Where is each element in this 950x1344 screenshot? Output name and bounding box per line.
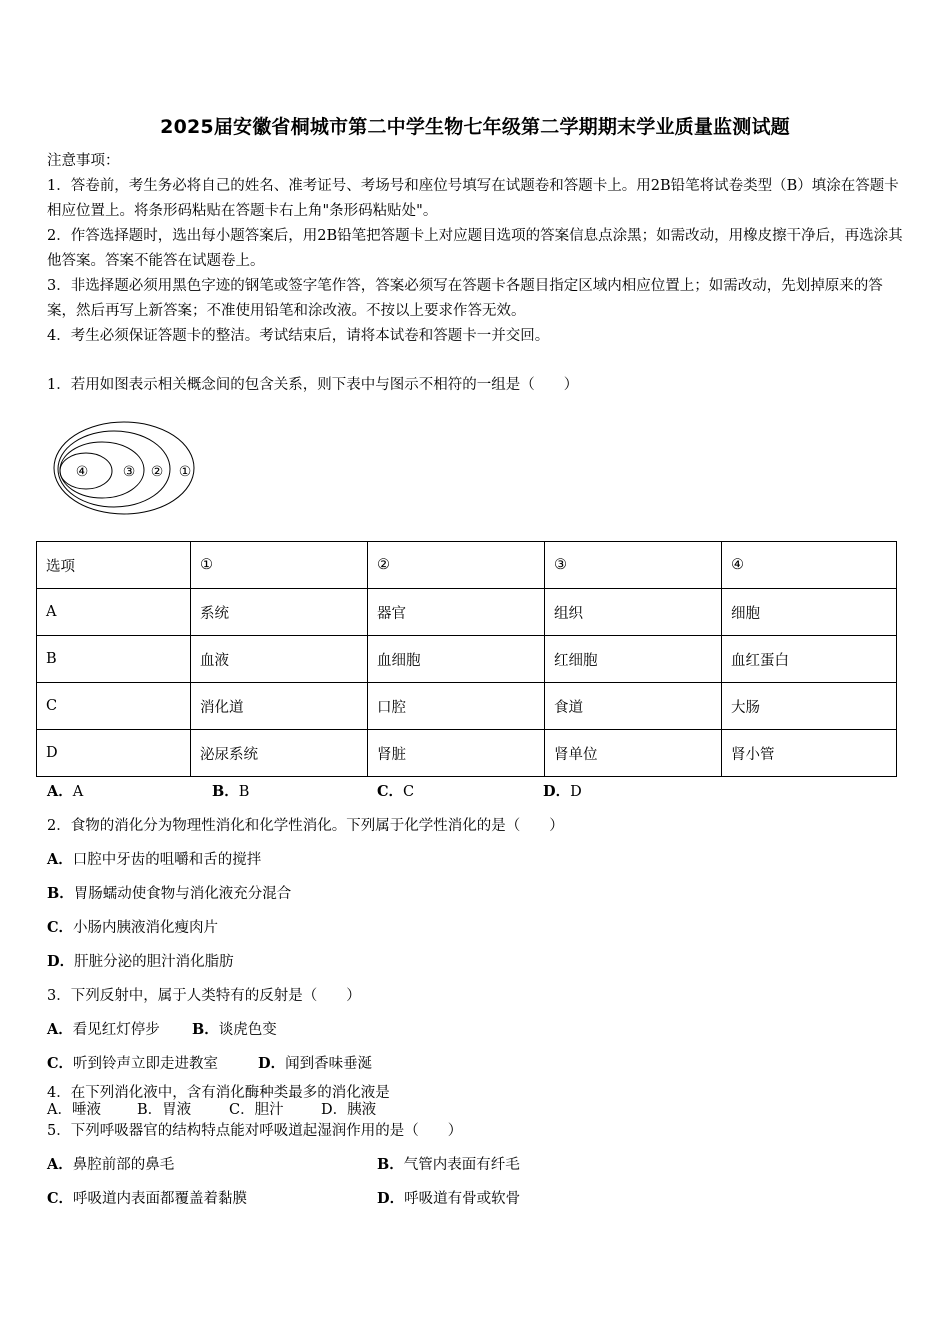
q3-choice-d[interactable]: D．闻到香味垂涎 — [258, 1055, 373, 1072]
q3-stem: 3．下列反射中，属于人类特有的反射是（ ） — [47, 988, 361, 1004]
table-cell: 口腔 — [368, 683, 545, 730]
q1-choice-b[interactable]: B．B — [212, 783, 250, 800]
label-1: ① — [178, 464, 192, 480]
table-cell: 大肠 — [722, 683, 897, 730]
q1-choice-a[interactable]: A．A — [47, 783, 84, 800]
table-cell: 肾单位 — [545, 730, 722, 777]
table-cell: 系统 — [191, 589, 368, 636]
table-header-row — [37, 542, 897, 589]
q4-choice-a[interactable]: A．唾液 — [47, 1102, 101, 1118]
label-2: ② — [150, 464, 164, 480]
table-cell: 红细胞 — [545, 636, 722, 683]
q2-choice-d[interactable]: D．肝脏分泌的胆汁消化脂肪 — [47, 953, 234, 970]
q2-choice-a[interactable]: A．口腔中牙齿的咀嚼和舌的搅拌 — [47, 851, 262, 868]
q5-stem: 5．下列呼吸器官的结构特点能对呼吸道起湿润作用的是（ ） — [47, 1123, 463, 1139]
table-cell: 肾脏 — [368, 730, 545, 777]
table-row — [37, 636, 897, 683]
table-cell: 器官 — [368, 589, 545, 636]
table-row — [37, 683, 897, 730]
table-header-cell: ② — [368, 542, 545, 589]
table-cell: 血液 — [191, 636, 368, 683]
note-item-3: 3．非选择题必须用黑色字迹的钢笔或签字笔作答，答案必须写在答题卡各题目指定区域内相应位置上；如需改动，先划掉原来的答案，然后再写上新答案；不准使用铅笔和涂改液。不按以上要求作答无效。 — [47, 278, 883, 319]
table-cell: 组织 — [545, 589, 722, 636]
q3-choice-a[interactable]: A．看见红灯停步 — [47, 1021, 160, 1038]
table-cell: 消化道 — [191, 683, 368, 730]
table-cell: 食道 — [545, 683, 722, 730]
q5-choice-d[interactable]: D．呼吸道有骨或软骨 — [377, 1190, 521, 1207]
note-item-4: 4．考生必须保证答题卡的整洁。考试结束后，请将本试卷和答题卡一并交回。 — [47, 328, 550, 344]
table-cell: 血细胞 — [368, 636, 545, 683]
table-header-cell: ④ — [722, 542, 897, 589]
q4-choice-d[interactable]: D．胰液 — [321, 1102, 377, 1118]
q1-stem: 1．若用如图表示相关概念间的包含关系，则下表中与图示不相符的一组是（ ） — [47, 377, 579, 393]
table-header-cell: 选项 — [37, 542, 191, 589]
nested-ellipses-diagram — [52, 418, 202, 518]
label-4: ④ — [75, 464, 89, 480]
table-header-cell: ③ — [545, 542, 722, 589]
note-item-1: 1．答卷前，考生务必将自己的姓名、准考证号、考场号和座位号填写在试题卷和答题卡上。用2B铅笔将试卷类型（B）填涂在答题卡相应位置上。将条形码粘贴在答题卡右上角"条形码粘贴处"。 — [47, 178, 899, 219]
note-item-2: 2．作答选择题时，选出每小题答案后，用2B铅笔把答题卡上对应题目选项的答案信息点涂黑；如需改动，用橡皮擦干净后，再选涂其他答案。答案不能答在试题卷上。 — [47, 228, 903, 269]
label-3: ③ — [122, 464, 136, 480]
table-row — [37, 730, 897, 777]
q2-stem: 2．食物的消化分为物理性消化和化学性消化。下列属于化学性消化的是（ ） — [47, 818, 564, 834]
q5-choice-c[interactable]: C．呼吸道内表面都覆盖着黏膜 — [47, 1190, 248, 1207]
q5-choice-a[interactable]: A．鼻腔前部的鼻毛 — [47, 1156, 175, 1173]
table-cell: D — [37, 730, 191, 777]
q5-choice-b[interactable]: B．气管内表面有纤毛 — [377, 1156, 520, 1173]
table-cell: B — [37, 636, 191, 683]
table-header-cell: ① — [191, 542, 368, 589]
table-cell: 细胞 — [722, 589, 897, 636]
q2-choice-c[interactable]: C．小肠内胰液消化瘦肉片 — [47, 919, 219, 936]
q2-choice-b[interactable]: B．胃肠蠕动使食物与消化液充分混合 — [47, 885, 292, 902]
table-row — [37, 589, 897, 636]
page-title: 2025届安徽省桐城市第二中学生物七年级第二学期期末学业质量监测试题 — [160, 116, 790, 138]
q1-choice-d[interactable]: D．D — [543, 783, 582, 800]
q3-choice-b[interactable]: B．谈虎色变 — [192, 1021, 277, 1038]
table-cell: A — [37, 589, 191, 636]
q4-choice-c[interactable]: C．胆汁 — [229, 1102, 284, 1118]
q4-choice-b[interactable]: B．胃液 — [137, 1102, 192, 1118]
table-cell: C — [37, 683, 191, 730]
q1-options-table — [36, 541, 897, 777]
q3-choice-c[interactable]: C．听到铃声立即走进教室 — [47, 1055, 219, 1072]
notes-heading: 注意事项： — [47, 153, 120, 169]
q1-choice-c[interactable]: C．C — [377, 783, 415, 800]
q4-stem: 4．在下列消化液中，含有消化酶种类最多的消化液是 — [47, 1085, 390, 1101]
table-cell: 泌尿系统 — [191, 730, 368, 777]
table-cell: 血红蛋白 — [722, 636, 897, 683]
table-cell: 肾小管 — [722, 730, 897, 777]
